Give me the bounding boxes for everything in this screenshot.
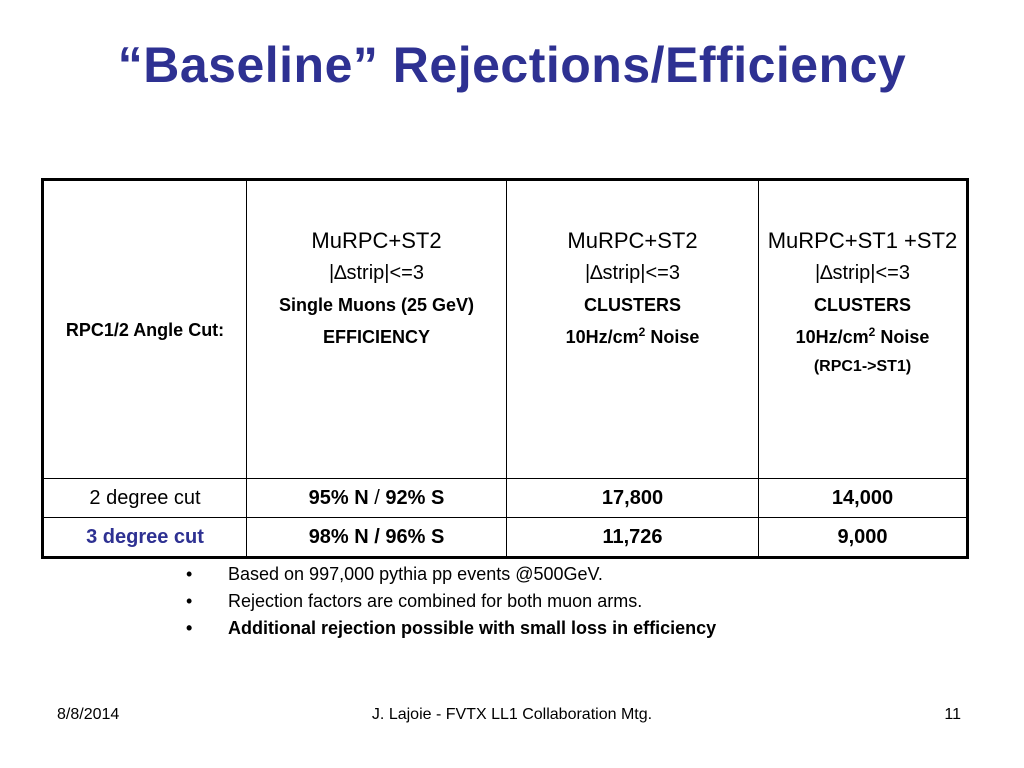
rejection-cell-st2: 17,800 — [507, 479, 759, 518]
corner-label: RPC1/2 Angle Cut: — [65, 319, 225, 340]
footer-caption: J. Lajoie - FVTX LL1 Collaboration Mtg. — [371, 706, 653, 723]
page-number: 11 — [944, 706, 961, 723]
rejection-cell-st1-st2: 9,000 — [759, 518, 968, 558]
slide-title: “Baseline” Rejections/Efficiency — [117, 37, 907, 93]
row-label-highlighted: 3 degree cut — [43, 518, 247, 558]
footer-date: 8/8/2014 — [57, 706, 120, 723]
note-item-emphasis: • Additional rejection possible with small loss in efficiency — [186, 618, 717, 638]
table-row-2-degree — [43, 479, 968, 518]
column-clusters: CLUSTERS — [583, 295, 681, 315]
column-title: MuRPC+ST2 — [567, 228, 698, 253]
bullet-marker: • — [186, 591, 193, 611]
rejection-cell-st1-st2: 14,000 — [759, 479, 968, 518]
table-row-3-degree — [43, 518, 968, 558]
note-item: • Based on 997,000 pythia pp events @500GeV. — [186, 564, 603, 584]
row-label: 2 degree cut — [43, 479, 247, 518]
column-title: MuRPC+ST2 — [311, 228, 442, 253]
column-metric: EFFICIENCY — [322, 327, 430, 347]
rejection-cell-st2: 11,726 — [507, 518, 759, 558]
column-sample: Single Muons (25 GeV) — [278, 295, 475, 315]
column-delta-cut: |∆strip|<=3 — [815, 262, 910, 284]
column-noise: $10Hz/cm^2$ Noise — [795, 325, 930, 347]
column-clusters: CLUSTERS — [813, 295, 911, 315]
bullet-marker: • — [186, 618, 193, 638]
results-table — [41, 178, 969, 559]
column-header-rejection-st2 — [507, 180, 759, 479]
column-note: (RPC1->ST1) — [813, 358, 912, 375]
note-item: • Rejection factors are combined for both muon arms. — [186, 591, 643, 611]
column-delta-cut: |∆strip|<=3 — [585, 262, 680, 284]
corner-cell — [43, 180, 247, 479]
efficiency-cell: 98% N / 96% S — [247, 518, 507, 558]
table-header-row — [43, 180, 968, 479]
efficiency-cell: 95% N / 92% S — [247, 479, 507, 518]
column-title: MuRPC+ST1 +ST2 — [767, 228, 958, 253]
column-delta-cut: |∆strip|<=3 — [329, 262, 424, 284]
notes-list — [186, 563, 786, 644]
column-header-rejection-st1-st2 — [759, 180, 968, 479]
bullet-marker: • — [186, 564, 193, 584]
column-noise: $10Hz/cm^2$ Noise — [565, 325, 700, 347]
column-header-efficiency — [247, 180, 507, 479]
